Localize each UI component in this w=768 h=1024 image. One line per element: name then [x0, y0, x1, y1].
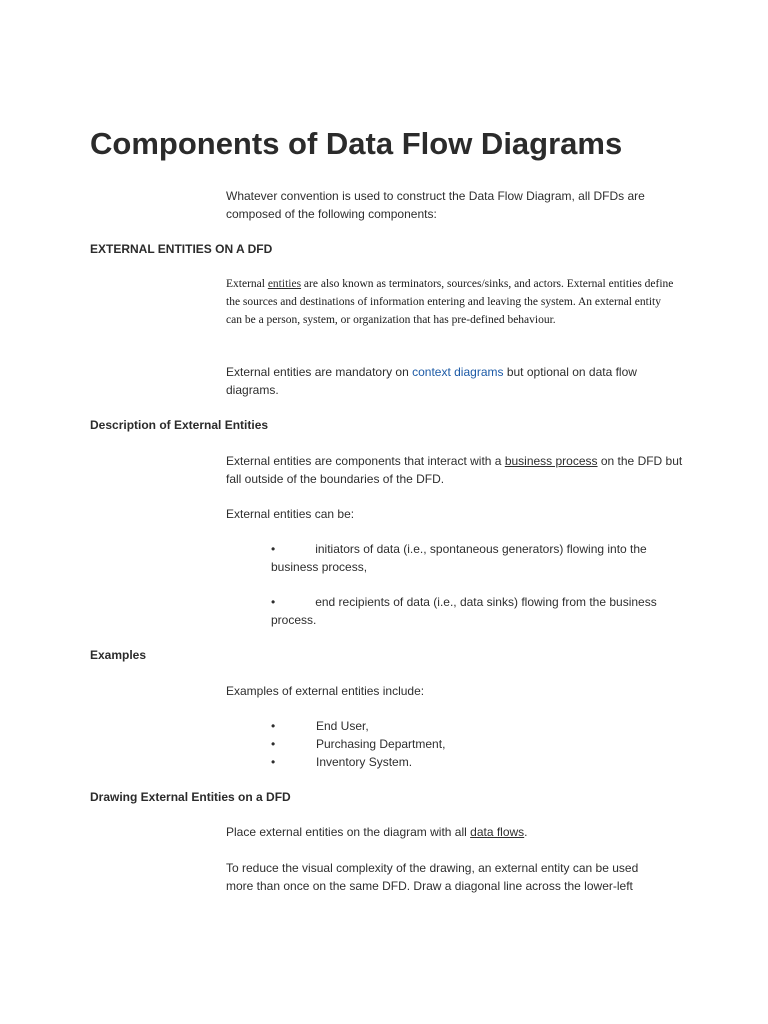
bullet-text: initiators of data (i.e., spontaneous generators) flowing into the [315, 542, 647, 556]
list-item [271, 717, 445, 735]
heading-examples: Examples [90, 648, 147, 662]
list-item-text: Inventory System. [316, 755, 413, 769]
list-item-text: End User, [316, 719, 369, 733]
text-fragment: are also known as terminators, sources/sinks, and actors. External entities define the sources and destinations of information entering and leaving the system. An external entity can be a person, system, or organization that has pre-defined behaviour. [226, 278, 674, 326]
bullet-text-continued: business process, [271, 560, 368, 574]
bullet-icon: • [271, 542, 276, 556]
bullet-icon: • [271, 595, 276, 609]
text-fragment: but optional on data flow diagrams. [226, 365, 637, 397]
drawing-paragraph [226, 823, 686, 841]
text-fragment: . [524, 825, 528, 839]
can-be-paragraph: External entities can be: [226, 507, 355, 521]
examples-paragraph: Examples of external entities include: [226, 684, 425, 698]
list-item [271, 735, 445, 753]
intro-paragraph: Whatever convention is used to construct the Data Flow Diagram, all DFDs are composed of the following components: [226, 189, 645, 221]
text-fragment: Place external entities on the diagram with all [226, 825, 471, 839]
description-paragraph [226, 452, 686, 488]
entities-link[interactable]: entities [267, 278, 302, 290]
list-item-text: Purchasing Department, [316, 737, 446, 751]
list-item [271, 753, 445, 771]
heading-drawing: Drawing External Entities on a DFD [90, 790, 291, 804]
bullet-icon: • [271, 755, 276, 769]
business-process-link[interactable]: business process [504, 454, 598, 468]
bullet-item [271, 593, 691, 629]
bullet-text: end recipients of data (i.e., data sinks) flowing from the business [315, 595, 657, 609]
complexity-paragraph: To reduce the visual complexity of the drawing, an external entity can be used more than once on the same DFD. Draw a diagonal line across the lower-left [226, 861, 639, 893]
page-title: Components of Data Flow Diagrams [90, 126, 623, 161]
examples-list [271, 717, 445, 771]
bullet-text-continued: process. [271, 613, 317, 627]
text-fragment: External entities are mandatory on [226, 365, 413, 379]
text-fragment: External [226, 278, 268, 290]
bullet-icon: • [271, 719, 276, 733]
context-diagrams-paragraph [226, 363, 686, 399]
data-flows-link[interactable]: data flows [470, 825, 525, 839]
context-diagrams-link[interactable]: context diagrams [412, 365, 504, 379]
text-fragment: External entities are components that interact with a [226, 454, 505, 468]
bullet-icon: • [271, 737, 276, 751]
heading-external-entities: EXTERNAL ENTITIES ON A DFD [90, 242, 273, 256]
external-entities-paragraph [226, 275, 676, 329]
text-fragment: on the DFD but fall outside of the boundaries of the DFD. [226, 454, 683, 486]
bullet-item [271, 540, 691, 576]
heading-description: Description of External Entities [90, 418, 269, 432]
